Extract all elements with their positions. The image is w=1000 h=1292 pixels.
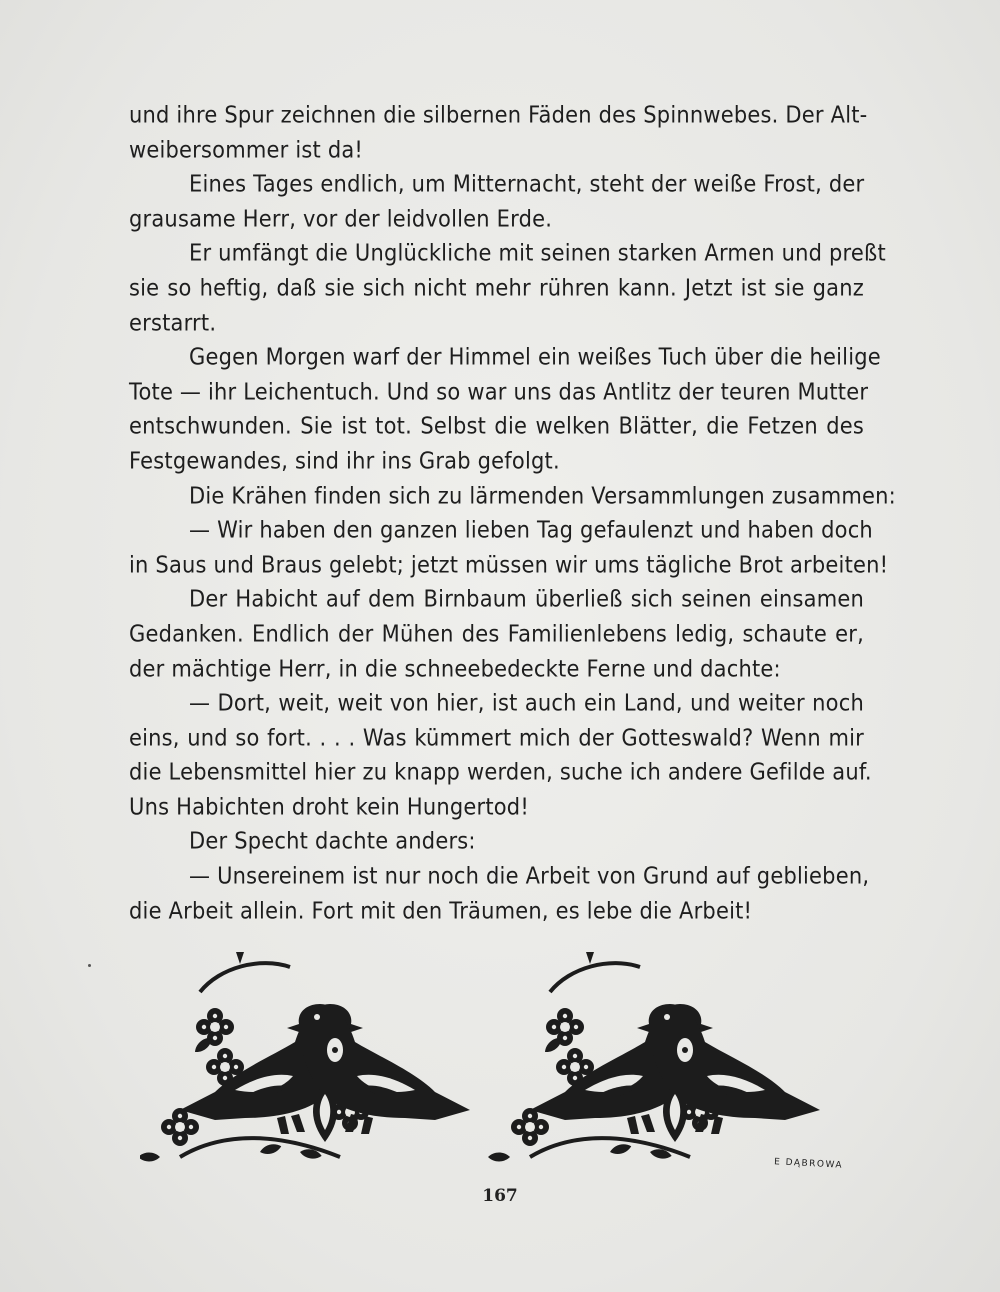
- text-line: Die Krähen finden sich zu lärmenden Versammlungen zusammen:: [189, 482, 896, 509]
- text-line: grausame Herr, vor der leidvollen Erde.: [129, 205, 553, 232]
- text-line: eins, und so fort. . . . Was kümmert mich der Gotteswald? Wenn mir: [129, 724, 864, 751]
- page-number: 167: [482, 1186, 518, 1206]
- paper-speck: [88, 964, 91, 967]
- text-line: — Unsereinem ist nur noch die Arbeit von Grund auf geblieben,: [189, 863, 870, 889]
- text-line: — Wir haben den ganzen lieben Tag gefaulenzt und haben doch: [189, 517, 873, 544]
- body-text: [129, 98, 896, 928]
- text-line: Er umfängt die Unglückliche mit seinen starken Armen und preßt: [189, 240, 886, 267]
- text-line: in Saus und Braus gelebt; jetzt müssen wir ums tägliche Brot arbeiten!: [129, 551, 889, 578]
- text-line: Festgewandes, sind ihr ins Grab gefolgt.: [129, 447, 560, 474]
- text-line: Uns Habichten droht kein Hungertod!: [129, 793, 529, 820]
- text-line: der mächtige Herr, in die schneebedeckte Ferne und dachte:: [129, 655, 781, 682]
- text-line: und ihre Spur zeichnen die silbernen Fäden des Spinnwebes. Der Alt-: [129, 102, 868, 128]
- text-line: die Lebensmittel hier zu knapp werden, suche ich andere Gefilde auf.: [129, 759, 872, 786]
- text-line: die Arbeit allein. Fort mit den Träumen, es lebe die Arbeit!: [129, 897, 753, 924]
- text-line: Gegen Morgen warf der Himmel ein weißes Tuch über die heilige: [189, 344, 881, 371]
- text-line: erstarrt.: [129, 309, 217, 336]
- text-line: Gedanken. Endlich der Mühen des Familienlebens ledig, schaute er,: [129, 620, 864, 647]
- text-line: entschwunden. Sie ist tot. Selbst die welken Blätter, die Fetzen des: [129, 413, 864, 440]
- text-line: — Dort, weit, weit von hier, ist auch ein Land, und weiter noch: [189, 690, 864, 717]
- text-line: Der Habicht auf dem Birnbaum überließ sich seinen einsamen: [189, 586, 864, 613]
- text-line: Eines Tages endlich, um Mitternacht, steht der weiße Frost, der: [189, 171, 865, 198]
- text-line: weibersommer ist da!: [129, 136, 364, 163]
- bird-ornament-illustration: [140, 952, 860, 1184]
- text-line: sie so heftig, daß sie sich nicht mehr rühren kann. Jetzt ist sie ganz: [129, 274, 864, 301]
- text-line: Tote — ihr Leichentuch. Und so war uns das Antlitz der teuren Mutter: [129, 378, 869, 405]
- artist-signature: E DĄBROWA: [773, 1157, 844, 1171]
- text-line: Der Specht dachte anders:: [189, 828, 476, 855]
